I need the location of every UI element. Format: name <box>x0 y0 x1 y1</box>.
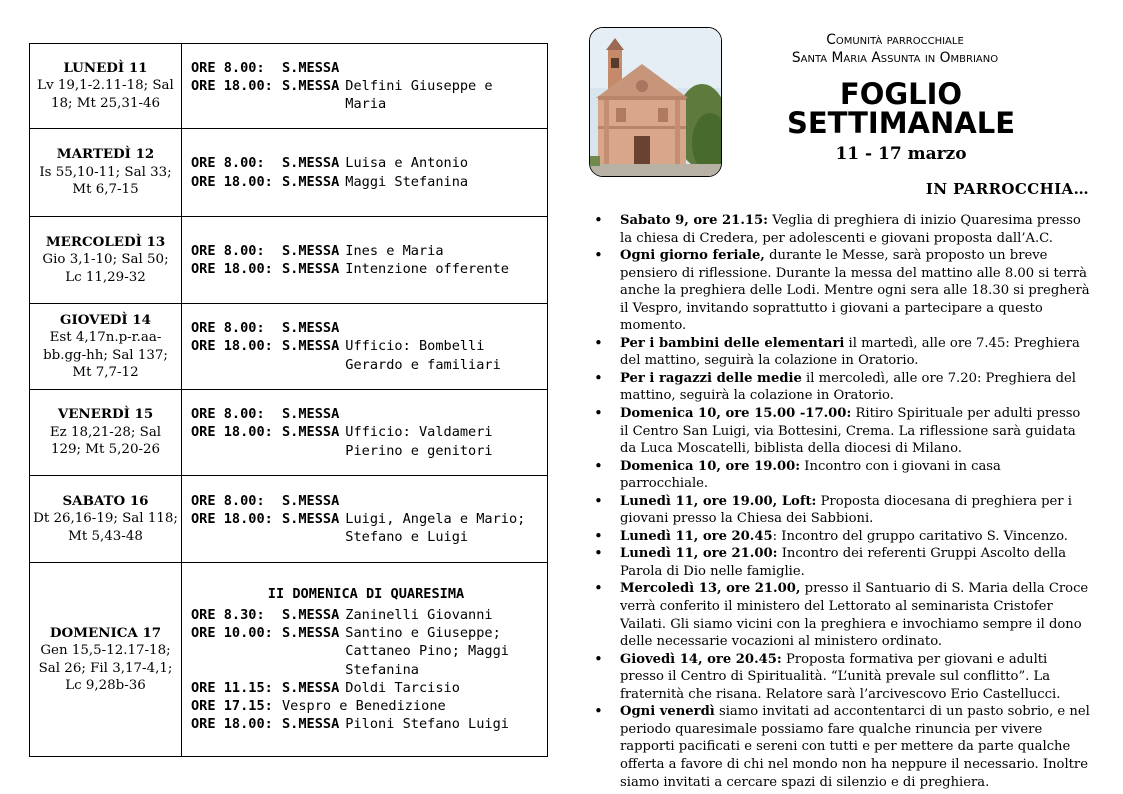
mass-time: ORE 11.15: <box>191 679 273 696</box>
day-cell <box>30 44 182 129</box>
mass-line <box>191 154 541 172</box>
list-item <box>592 370 1092 405</box>
table-row <box>30 390 548 476</box>
list-item <box>592 651 1092 704</box>
day-readings: Lv 19,1-2.11-18; Sal 18; Mt 25,31-46 <box>37 78 174 111</box>
table-row <box>30 304 548 390</box>
table-row <box>30 217 548 304</box>
item-text: Ritiro Spirituale per adulti presso il Centro San Luigi, via Bottesini, Crema. La riflessione sarà guidata da Luca Moscatelli, biblista della diocesi di Milano. <box>620 406 1081 457</box>
community-line-2: Santa Maria Assunta in Ombriano <box>791 50 999 66</box>
day-readings: Ez 18,21-28; Sal 129; Mt 5,20-26 <box>49 424 162 458</box>
item-lead: Ogni venerdì <box>620 704 715 720</box>
item-lead: Mercoledì 13, ore 21.00, <box>620 581 801 597</box>
mass-intention: Ufficio: Valdameri Pierino e genitori <box>345 424 493 459</box>
day-name: MARTEDÌ 12 <box>56 146 155 163</box>
item-text: Proposta diocesana di preghiera per i giovani presso la Chiesa dei Sabbioni. <box>620 493 1072 527</box>
mass-line <box>191 697 541 715</box>
mass-kind: S.MESSA <box>282 406 340 423</box>
mass-kind: S.MESSA <box>282 173 340 190</box>
page-title <box>735 77 1067 140</box>
mass-line <box>191 423 541 460</box>
mass-intention: Zaninelli Giovanni <box>345 606 493 623</box>
day-cell <box>30 129 182 217</box>
mass-line <box>191 337 541 374</box>
day-name: VENERDÌ 15 <box>57 406 154 423</box>
mass-intention: Ines e Maria <box>345 242 444 259</box>
mass-kind: S.MESSA <box>282 424 340 441</box>
mass-time: ORE 18.00: <box>191 173 273 190</box>
mass-kind: S.MESSA <box>282 492 340 509</box>
title-line-2: SETTIMANALE <box>786 106 1016 140</box>
mass-line <box>191 679 541 697</box>
list-item <box>592 335 1092 370</box>
list-item <box>592 703 1092 791</box>
item-lead: Lunedì 11, ore 19.00, Loft: <box>620 493 817 509</box>
mass-line <box>191 510 541 547</box>
mass-intention: Ufficio: Bombelli Gerardo e familiari <box>345 338 501 373</box>
item-lead: Per i bambini delle elementari <box>620 335 845 351</box>
mass-time: ORE 8.00: <box>191 492 265 509</box>
day-readings: Is 55,10-11; Sal 33; Mt 6,7-15 <box>39 164 172 198</box>
item-lead: Sabato 9, ore 21.15: <box>620 213 769 228</box>
mass-time: ORE 8.00: <box>191 242 265 259</box>
day-name: SABATO 16 <box>62 492 149 509</box>
masses-cell <box>182 563 548 757</box>
mass-intention: Santino e Giuseppe; Cattaneo Pino; Maggi Stefanina <box>345 624 509 678</box>
day-cell <box>30 217 182 304</box>
item-lead: Lunedì 11, ore 21.00: <box>620 546 778 562</box>
church-image <box>590 28 721 176</box>
item-text: siamo invitati ad accontentarci di un pasto sobrio, e nel periodo quaresimale possiamo fare qualche rinuncia per vivere rapporti pacificati e sereni con tutti e per mettere da parte qualche offerta a favore di chi nel mondo non ha neppure il necessario. Inoltre siamo invitati a cercare spazi di silenzio e di preghiera. <box>620 704 1090 790</box>
table-row <box>30 129 548 217</box>
day-name: MERCOLEDÌ 13 <box>45 233 166 250</box>
mass-kind: S.MESSA <box>282 624 340 641</box>
list-item <box>592 458 1092 493</box>
list-item <box>592 528 1092 546</box>
mass-time: ORE 8.00: <box>191 320 265 337</box>
mass-intention: Piloni Stefano Luigi <box>345 716 509 733</box>
item-lead: Domenica 10, ore 19.00: <box>620 458 801 474</box>
schedule-body <box>30 44 548 757</box>
mass-line <box>191 242 541 260</box>
mass-kind: S.MESSA <box>282 155 340 172</box>
mass-kind: S.MESSA <box>282 716 340 733</box>
community-line-1: Comunità parrocchiale <box>826 32 964 48</box>
mass-kind: S.MESSA <box>282 606 340 623</box>
community-name <box>735 31 1055 67</box>
masses-cell <box>182 217 548 304</box>
mass-line <box>191 260 541 278</box>
day-cell <box>30 476 182 563</box>
day-cell <box>30 390 182 476</box>
mass-kind: Vespro e Benedizione <box>282 698 446 715</box>
mass-kind: S.MESSA <box>282 242 340 259</box>
item-text: Veglia di preghiera di inizio Quaresima presso la chiesa di Credera, per adolescenti e giovani proposta dall’A.C. <box>620 213 1081 246</box>
day-readings: Est 4,17n.p-r.aa-bb.gg-hh; Sal 137; Mt 7,7-12 <box>43 330 168 380</box>
mass-time: ORE 10.00: <box>191 624 273 641</box>
masses-cell <box>182 304 548 390</box>
mass-line <box>191 606 541 624</box>
day-name: LUNEDÌ 11 <box>63 59 148 76</box>
mass-time: ORE 18.00: <box>191 77 273 94</box>
item-lead: Ogni giorno feriale, <box>620 248 765 264</box>
mass-intention: Luisa e Antonio <box>345 155 469 172</box>
mass-time: ORE 8.00: <box>191 155 265 172</box>
day-cell <box>30 563 182 757</box>
mass-line <box>191 624 541 679</box>
table-row <box>30 44 548 129</box>
list-item <box>592 580 1092 650</box>
day-readings: Gio 3,1-10; Sal 50; Lc 11,29-32 <box>42 252 169 285</box>
list-item <box>592 405 1092 458</box>
title-line-1: FOGLIO <box>839 77 963 111</box>
mass-intention <box>446 697 452 715</box>
mass-time: ORE 18.00: <box>191 424 273 441</box>
mass-line <box>191 173 541 191</box>
table-row <box>30 476 548 563</box>
mass-intention <box>339 319 345 337</box>
mass-intention <box>339 59 345 77</box>
item-text: Proposta formativa per giovani e adulti presso il Centro di Spiritualità. “L’unità prevale sul conflitto”. La fraternità che risana. Relatore sarà l’arcivescovo Erio Castellucci. <box>620 651 1061 702</box>
table-row <box>30 563 548 757</box>
mass-time: ORE 18.00: <box>191 716 273 733</box>
day-cell <box>30 304 182 390</box>
section-heading: IN PARROCCHIA… <box>925 180 1089 198</box>
item-text: Incontro con i giovani in casa parrocchiale. <box>620 458 1001 492</box>
mass-intention <box>339 492 345 510</box>
item-lead: Domenica 10, ore 15.00 -17.00: <box>620 406 852 422</box>
mass-kind: S.MESSA <box>282 77 340 94</box>
mass-time: ORE 17.15: <box>191 698 273 715</box>
mass-kind: S.MESSA <box>282 679 340 696</box>
mass-intention: Luigi, Angela e Mario; Stefano e Luigi <box>345 510 526 546</box>
mass-time: ORE 8.00: <box>191 406 265 423</box>
mass-kind: S.MESSA <box>282 320 340 337</box>
mass-line <box>191 59 541 77</box>
day-name: DOMENICA 17 <box>49 624 162 641</box>
day-readings: Dt 26,16-19; Sal 118; Mt 5,43-48 <box>33 511 178 544</box>
masses-cell <box>182 476 548 563</box>
item-text: Incontro dei referenti Gruppi Ascolto della Parola di Dio nelle famiglie. <box>620 546 1067 579</box>
day-readings: Gen 15,5-12.17-18; Sal 26; Fil 3,17-4,1; Lc 9,28b-36 <box>38 643 173 693</box>
mass-kind: S.MESSA <box>282 338 340 355</box>
masses-cell <box>182 44 548 129</box>
mass-kind: S.MESSA <box>282 510 340 527</box>
mass-time: ORE 8.00: <box>191 59 265 76</box>
mass-line <box>191 319 541 337</box>
mass-time: ORE 18.00: <box>191 510 273 527</box>
item-lead: Lunedì 11, ore 20.45 <box>620 528 773 544</box>
list-item <box>592 247 1092 335</box>
masses-cell <box>182 390 548 476</box>
mass-line <box>191 492 541 510</box>
week-dates: 11 - 17 marzo <box>835 144 967 164</box>
mass-kind: S.MESSA <box>282 59 340 76</box>
item-lead: Giovedì 14, ore 20.45: <box>620 651 782 667</box>
mass-line <box>191 77 541 114</box>
mass-intention: Doldi Tarcisio <box>345 679 460 696</box>
item-text: presso il Santuario di S. Maria della Croce verrà conferito il ministero del Lettorato al seminarista Cristofer Vailati. Gli siamo vicini con la preghiera e invochiamo sempre il dono delle necessarie vocazioni al ministero ordinato. <box>620 581 1089 650</box>
mass-intention <box>339 405 345 423</box>
day-name: GIOVEDÌ 14 <box>60 311 151 328</box>
church-photo <box>589 27 722 177</box>
item-lead: Per i ragazzi delle medie <box>620 370 802 386</box>
mass-schedule-table <box>29 43 548 757</box>
item-text: : Incontro del gruppo caritativo S. Vincenzo. <box>772 528 1068 544</box>
feast-title: II DOMENICA DI QUARESIMA <box>267 586 465 603</box>
mass-intention: Maggi Stefanina <box>345 173 469 190</box>
item-text: durante le Messe, sarà proposto un breve pensiero di riflessione. Durante la messa del mattino alle 8.00 si terrà anche la preghiera delle Lodi. Mentre ogni sera alle 18.30 si pregherà il Vespro, invitando soprattutto i giovani a partecipare a questo momento. <box>620 248 1090 334</box>
mass-line <box>191 405 541 423</box>
announcements-list <box>592 212 1092 791</box>
mass-line <box>191 715 541 733</box>
masses-cell <box>182 129 548 217</box>
mass-time: ORE 8.30: <box>191 606 265 623</box>
mass-intention: Intenzione offerente <box>345 261 509 277</box>
mass-kind: S.MESSA <box>282 261 340 277</box>
mass-time: ORE 18.00: <box>191 338 273 355</box>
item-text: il mercoledì, alle ore 7.20: Preghiera del mattino, seguirà la colazione in Oratorio. <box>620 370 1076 404</box>
item-text: il martedì, alle ore 7.45: Preghiera del mattino, seguirà la colazione in Oratorio. <box>620 335 1080 369</box>
list-item <box>592 545 1092 580</box>
list-item <box>592 212 1092 247</box>
mass-time: ORE 18.00: <box>191 261 273 277</box>
list-item <box>592 493 1092 528</box>
mass-intention: Delfini Giuseppe e Maria <box>345 77 493 113</box>
